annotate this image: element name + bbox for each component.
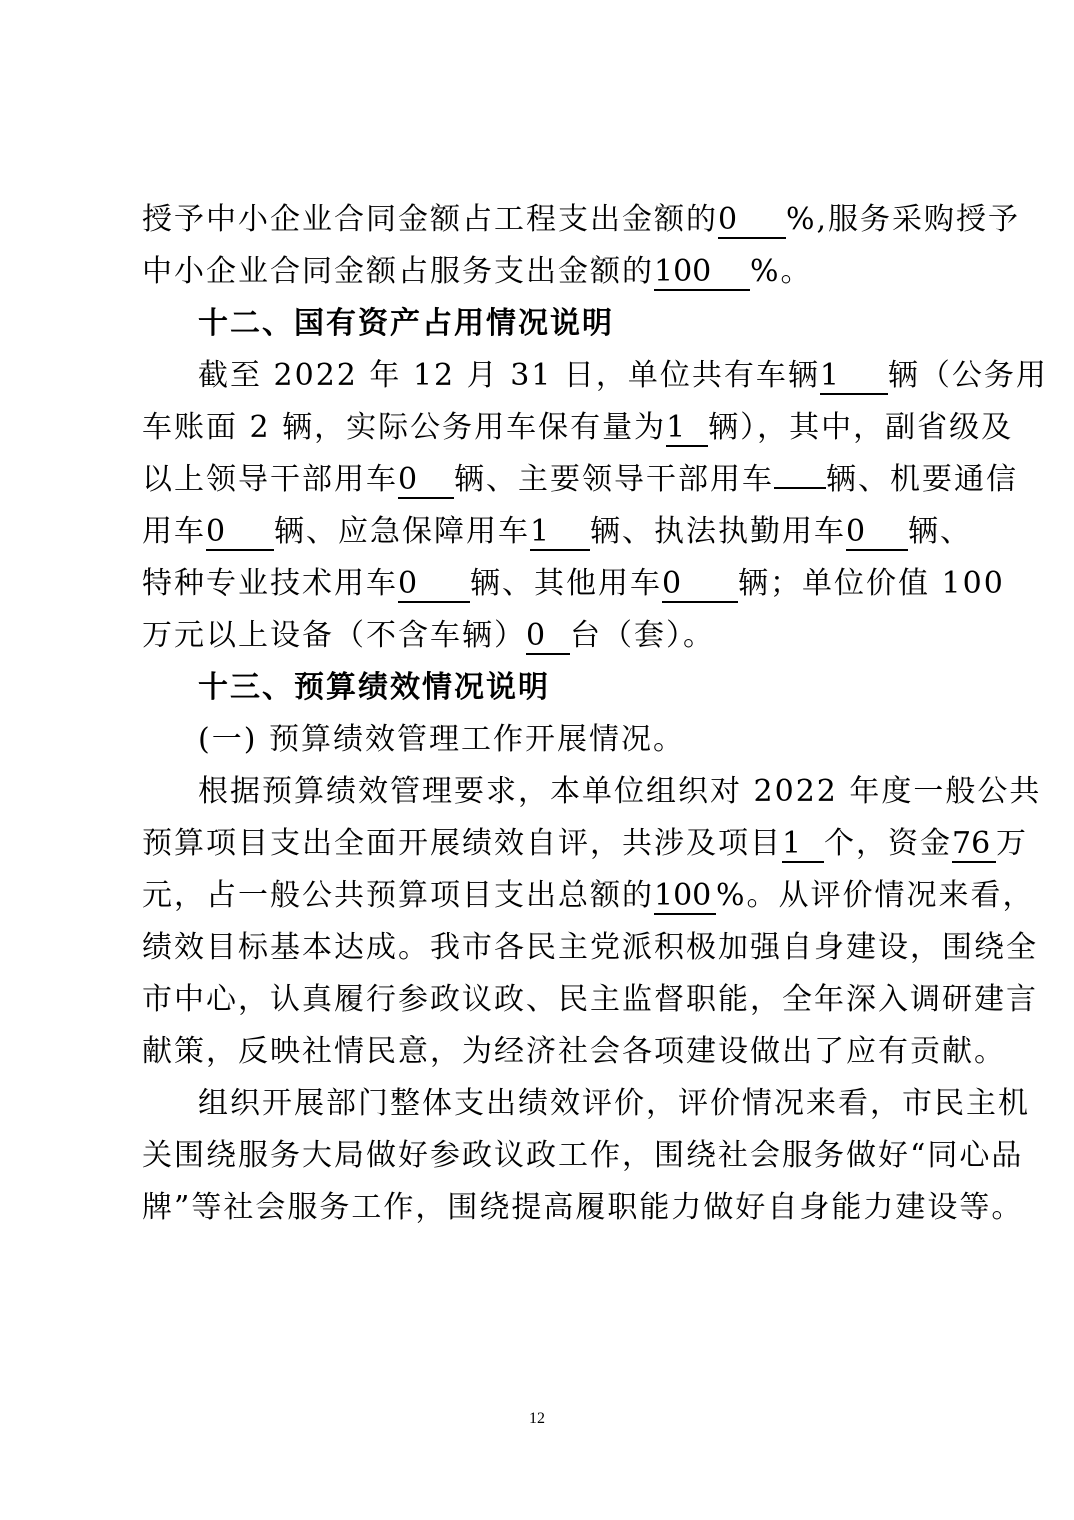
text-line xyxy=(142,818,1028,870)
text-line: 关围绕服务大局做好参政议政工作，围绕社会服务做好“同心品 xyxy=(142,1138,1024,1173)
fill-in-value: 76 xyxy=(952,827,996,863)
subsection-heading: (一) 预算绩效管理工作开展情况。 xyxy=(198,722,685,757)
text-segment: %。 xyxy=(750,254,813,289)
text-segment: 辆、 xyxy=(908,514,972,549)
text-segment: 截至 2022 年 12 月 31 日，单位共有车辆 xyxy=(198,358,820,393)
fill-in-value: 1 xyxy=(820,359,888,395)
section-heading: 十二、国有资产占用情况说明 xyxy=(198,306,614,341)
fill-in-value: 0 xyxy=(846,515,908,551)
text-segment: 元，占一般公共预算项目支出总额的 xyxy=(142,878,654,913)
fill-in-value: 0 xyxy=(662,567,738,603)
text-segment: 台（套）。 xyxy=(570,618,715,653)
text-line xyxy=(142,194,1021,246)
fill-in-value: 0 xyxy=(398,567,470,603)
fill-in-value: 0 xyxy=(718,203,786,239)
text-line xyxy=(142,506,972,558)
fill-in-value: 100 xyxy=(654,879,716,915)
text-segment: 用车 xyxy=(142,514,206,549)
text-segment: %,服务采购授予 xyxy=(786,202,1021,237)
fill-in-value xyxy=(774,487,826,489)
text-line xyxy=(142,610,938,662)
text-line: 根据预算绩效管理要求，本单位组织对 2022 年度一般公共 xyxy=(198,774,1042,809)
text-segment: 辆（公务用 xyxy=(887,358,1048,393)
text-segment: 万 xyxy=(996,826,1028,861)
text-line xyxy=(198,350,1048,402)
fill-in-value: 0 xyxy=(398,463,454,499)
fill-in-value: 1 xyxy=(530,515,590,551)
text-segment: 特种专业技术用车 xyxy=(142,566,398,601)
text-line xyxy=(142,402,1014,454)
text-segment: 万元以上设备（不含车辆） xyxy=(142,618,526,653)
text-segment: 辆；单位价值 100 xyxy=(738,566,1005,601)
fill-in-value: 0 xyxy=(206,515,274,551)
text-segment: 车账面 2 辆，实际公务用车保有量为 xyxy=(142,410,667,445)
text-segment: %。从评价情况来看， xyxy=(716,878,1035,913)
text-segment: 中小企业合同金额占服务支出金额的 xyxy=(142,254,654,289)
text-line: 组织开展部门整体支出绩效评价，评价情况来看，市民主机 xyxy=(198,1086,1030,1121)
text-line xyxy=(142,246,938,298)
fill-in-value: 0 xyxy=(526,619,570,655)
text-line xyxy=(142,558,1005,610)
text-segment: 授予中小企业合同金额占工程支出金额的 xyxy=(142,202,718,237)
fill-in-value: 1 xyxy=(666,411,708,447)
text-segment: 个，资金 xyxy=(824,826,952,861)
text-line xyxy=(142,870,1035,922)
fill-in-value: 1 xyxy=(782,827,824,863)
page-number: 12 xyxy=(529,1410,545,1427)
text-segment: 辆、机要通信 xyxy=(826,462,1018,497)
text-segment: 辆、执法执勤用车 xyxy=(590,514,846,549)
text-segment: 以上领导干部用车 xyxy=(142,462,398,497)
text-line xyxy=(142,454,1018,506)
text-line: 牌”等社会服务工作，围绕提高履职能力做好自身能力建设等。 xyxy=(142,1190,1024,1225)
text-segment: 预算项目支出全面开展绩效自评，共涉及项目 xyxy=(142,826,782,861)
section-heading: 十三、预算绩效情况说明 xyxy=(198,670,550,705)
text-line: 绩效目标基本达成。我市各民主党派积极加强自身建设，围绕全 xyxy=(142,930,1038,965)
text-segment: 辆、应急保障用车 xyxy=(274,514,530,549)
text-segment: 辆、主要领导干部用车 xyxy=(454,462,774,497)
text-line: 献策，反映社情民意，为经济社会各项建设做出了应有贡献。 xyxy=(142,1034,1006,1069)
fill-in-value: 100 xyxy=(654,255,750,291)
text-segment: 辆），其中，副省级及 xyxy=(708,410,1014,445)
text-segment: 辆、其他用车 xyxy=(470,566,662,601)
text-line: 市中心，认真履行参政议政、民主监督职能，全年深入调研建言 xyxy=(142,982,1038,1017)
